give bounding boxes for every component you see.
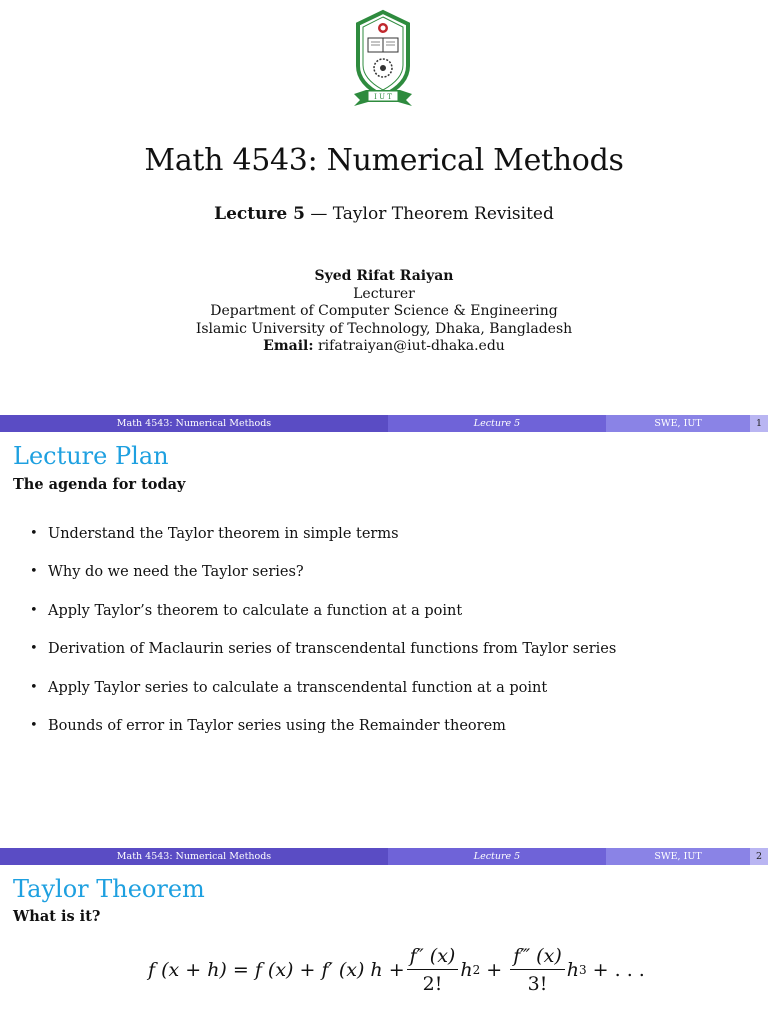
formula-term: h — [460, 959, 473, 981]
list-item: • Bounds of error in Taylor series using the Remainder theorem — [30, 717, 506, 734]
bullet-icon: • — [30, 641, 38, 657]
footer-dept: SWE, IUT — [606, 415, 750, 432]
bullet-icon: • — [30, 717, 38, 733]
lecture-number: Lecture 5 — [214, 204, 305, 224]
logo-text: I U T — [374, 93, 392, 101]
frame-title: Taylor Theorem — [13, 875, 205, 903]
presentation-subtitle — [0, 204, 768, 224]
fraction-denominator: 2! — [422, 973, 443, 995]
list-item: • Why do we need the Taylor series? — [30, 564, 304, 581]
author-role: Lecturer — [353, 285, 415, 302]
frame-title: Lecture Plan — [13, 442, 169, 470]
footer-course: Math 4543: Numerical Methods — [0, 848, 388, 865]
author-department: Department of Computer Science & Engineering — [210, 303, 558, 319]
footer-lecture: Lecture 5 — [388, 848, 606, 865]
footer-course: Math 4543: Numerical Methods — [0, 415, 388, 432]
taylor-formula: f (x + h) = f (x) + f′ (x) h + $\frac{f'' (x)}{2!}$ h 2 + $\frac{f‴ (x)}{3!}$ h 3 + . . . — [148, 945, 645, 995]
fraction-numerator: f‴ (x) — [510, 945, 565, 970]
fraction-second-derivative — [407, 945, 459, 995]
author-email: rifatraiyan@iut-dhaka.edu — [317, 338, 505, 354]
frame-subtitle: The agenda for today — [13, 476, 186, 493]
bullet-icon: • — [30, 679, 38, 695]
bullet-icon: • — [30, 526, 38, 541]
footer-lecture: Lecture 5 — [388, 415, 606, 432]
frame-subtitle: What is it? — [13, 908, 101, 925]
formula-term: h — [566, 959, 579, 981]
formula-lhs: f (x + h) = f (x) + f′ (x) h + — [148, 959, 405, 981]
footer-page-number: 1 — [750, 415, 768, 432]
presentation-title: Math 4543: Numerical Methods — [144, 143, 624, 178]
university-logo — [346, 8, 420, 110]
list-item: • Apply Taylor series to calculate a transcendental function at a point — [30, 679, 548, 696]
subtitle-separator: — — [304, 204, 333, 224]
formula-tail: + . . . — [586, 959, 645, 981]
author-block — [0, 268, 768, 356]
slide-footer — [0, 415, 768, 432]
list-item: • Apply Taylor’s theorem to calculate a function at a point — [30, 602, 463, 619]
bullet-icon: • — [30, 564, 38, 580]
bullet-icon: • — [30, 602, 38, 618]
author-institution: Islamic University of Technology, Dhaka, Bangladesh — [195, 320, 573, 337]
fraction-numerator: f″ (x) — [407, 945, 459, 970]
footer-dept: SWE, IUT — [606, 848, 750, 865]
footer-page-number: 2 — [750, 848, 768, 865]
lecture-topic: Taylor Theorem Revisited — [332, 204, 554, 224]
agenda-list — [30, 524, 616, 754]
author-name: Syed Rifat Raiyan — [314, 268, 454, 284]
fraction-denominator: 3! — [527, 973, 548, 995]
list-item: • Understand the Taylor theorem in simple terms — [30, 526, 399, 542]
list-item: • Derivation of Maclaurin series of transcendental functions from Taylor series — [30, 641, 617, 658]
email-label: Email: — [263, 338, 314, 354]
formula-plus: + — [480, 959, 509, 981]
fraction-third-derivative — [510, 945, 565, 995]
title-slide — [0, 0, 768, 415]
slide-footer — [0, 848, 768, 865]
author-email-line — [0, 338, 768, 356]
